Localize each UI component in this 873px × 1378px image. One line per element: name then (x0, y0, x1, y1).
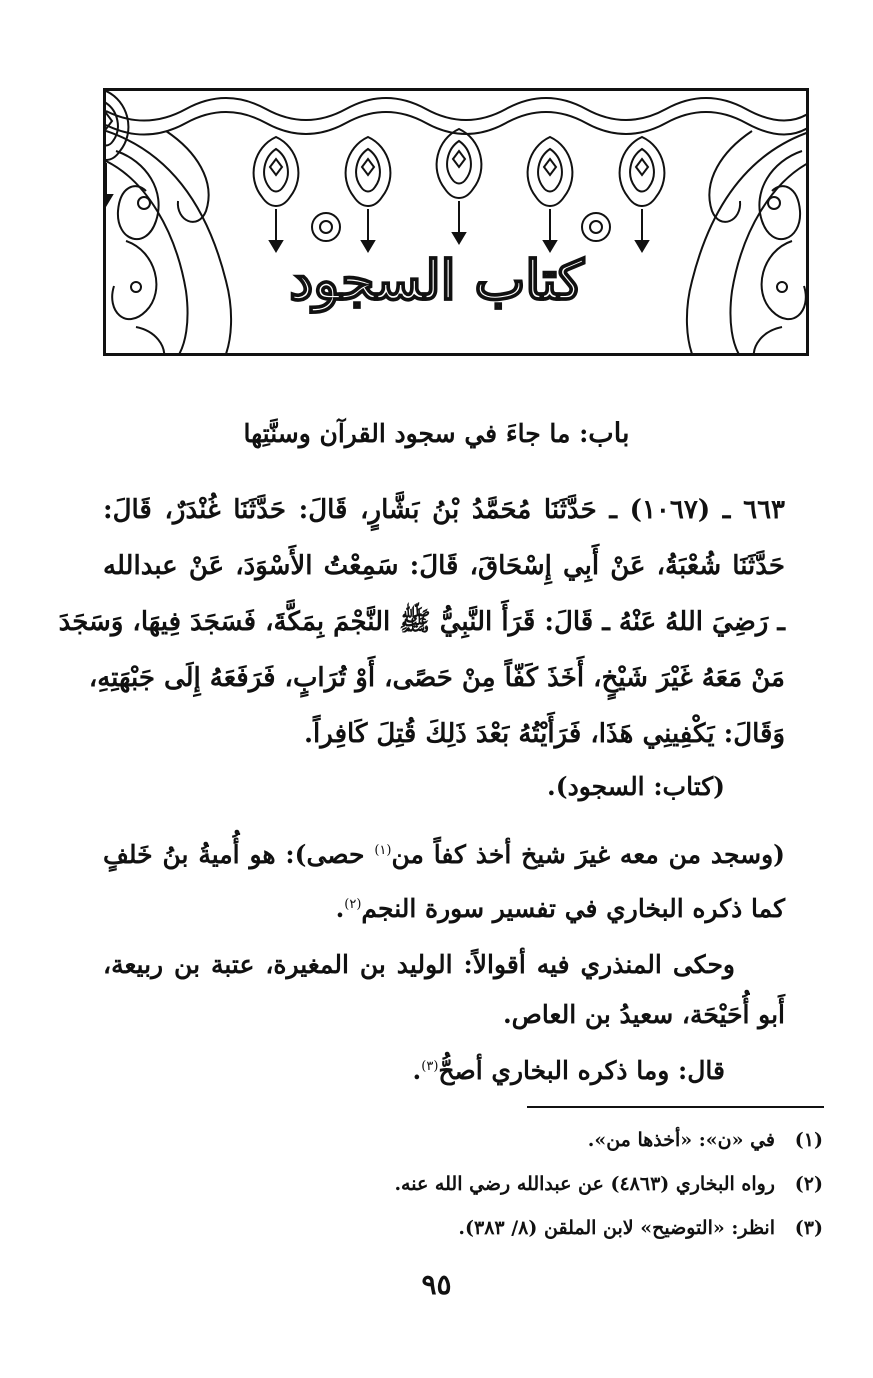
commentary-line (103, 1042, 725, 1096)
footnote-marker: (٣) (421, 1059, 439, 1074)
commentary-paragraph (103, 762, 785, 812)
commentary-text: . (335, 894, 345, 923)
hadith-line: وَقَالَ: يَكْفِينِي هَذَا، فَرَأَيْتُهُ بَعْدَ ذَلِكَ قُتِلَ كَافِراً. (303, 719, 785, 749)
chapter-bab-label: باب (588, 418, 630, 449)
commentary-text: قال: وما ذكره البخاري أصحُّ (438, 1056, 725, 1085)
hadith-text (58, 482, 786, 762)
footnote-item (103, 1206, 823, 1250)
footnote-text: في «ن»: «أخذها من». (587, 1129, 775, 1151)
commentary-paragraph (103, 826, 785, 934)
footnote-text: انظر: «التوضيح» لابن الملقن (٨/ ٣٨٣). (458, 1217, 775, 1239)
hadith-line: ٦٦٣ ـ (١٠٦٧) ـ حَدَّثَنَا مُحَمَّدُ بْنُ بَشَّارٍ، قَالَ: حَدَّثَنَا غُنْدَرٌ، قَالَ: (103, 495, 786, 525)
footnote-text: رواه البخاري (٤٨٦٣) عن عبدالله رضي الله عنه. (394, 1173, 775, 1195)
footnote-item (103, 1162, 823, 1206)
commentary-paragraph (103, 1042, 785, 1096)
commentary-line: وحكى المنذري فيه أقوالاً: الوليد بن المغيرة، عتبة بن ربيعة، (103, 950, 735, 979)
commentary-text: (وسجد من معه غيرَ شيخ أخذ كفاً من (391, 840, 785, 869)
chapter-heading (100, 418, 773, 458)
footnote-marker: (١) (374, 843, 392, 858)
footnote-divider (527, 1106, 824, 1108)
page-number: ٩٥ (421, 1268, 452, 1301)
book-title: كتاب السجود (289, 248, 584, 312)
footnote-item (103, 1118, 823, 1162)
footnote-number: (١) (794, 1129, 823, 1151)
footnotes (103, 1118, 823, 1250)
commentary-paragraph (103, 940, 785, 1040)
commentary-line: أَبو أُحَيْحَة، سعيدُ بن العاص. (502, 1000, 785, 1029)
commentary-line: (كتاب: السجود). (547, 772, 725, 801)
commentary-text: كما ذكره البخاري في تفسير سورة النجم (361, 894, 785, 923)
commentary-line (103, 880, 785, 934)
footnote-number: (٢) (794, 1173, 823, 1195)
footnote-marker: (٢) (344, 897, 362, 912)
hadith-line: مَنْ مَعَهُ غَيْرَ شَيْخٍ، أَخَذَ كَفّاً مِنْ حَصًى، أَوْ تُرَابٍ، فَرَفَعَهُ إِلَى جَبْهَتِهِ، (88, 663, 785, 693)
chapter-title: : ما جاءَ في سجود القرآن وسنَّتِها (243, 419, 589, 448)
commentary-line (103, 826, 785, 880)
hadith-line: حَدَّثَنَا شُعْبَةُ، عَنْ أَبِي إِسْحَاقَ، قَالَ: سَمِعْتُ الأَسْوَدَ، عَنْ عبدالله (103, 551, 785, 581)
hadith-line: ـ رَضِيَ اللهُ عَنْهُ ـ قَالَ: قَرَأَ النَّبِيُّ ﷺ النَّجْمَ بِمَكَّةَ، فَسَجَدَ فِيهَا، وَسَجَدَ (58, 607, 785, 637)
commentary-text: حصى): هو أُميةُ بنُ خَلفٍ (103, 840, 375, 869)
commentary-text: . (412, 1056, 422, 1085)
footnote-number: (٣) (794, 1217, 823, 1239)
